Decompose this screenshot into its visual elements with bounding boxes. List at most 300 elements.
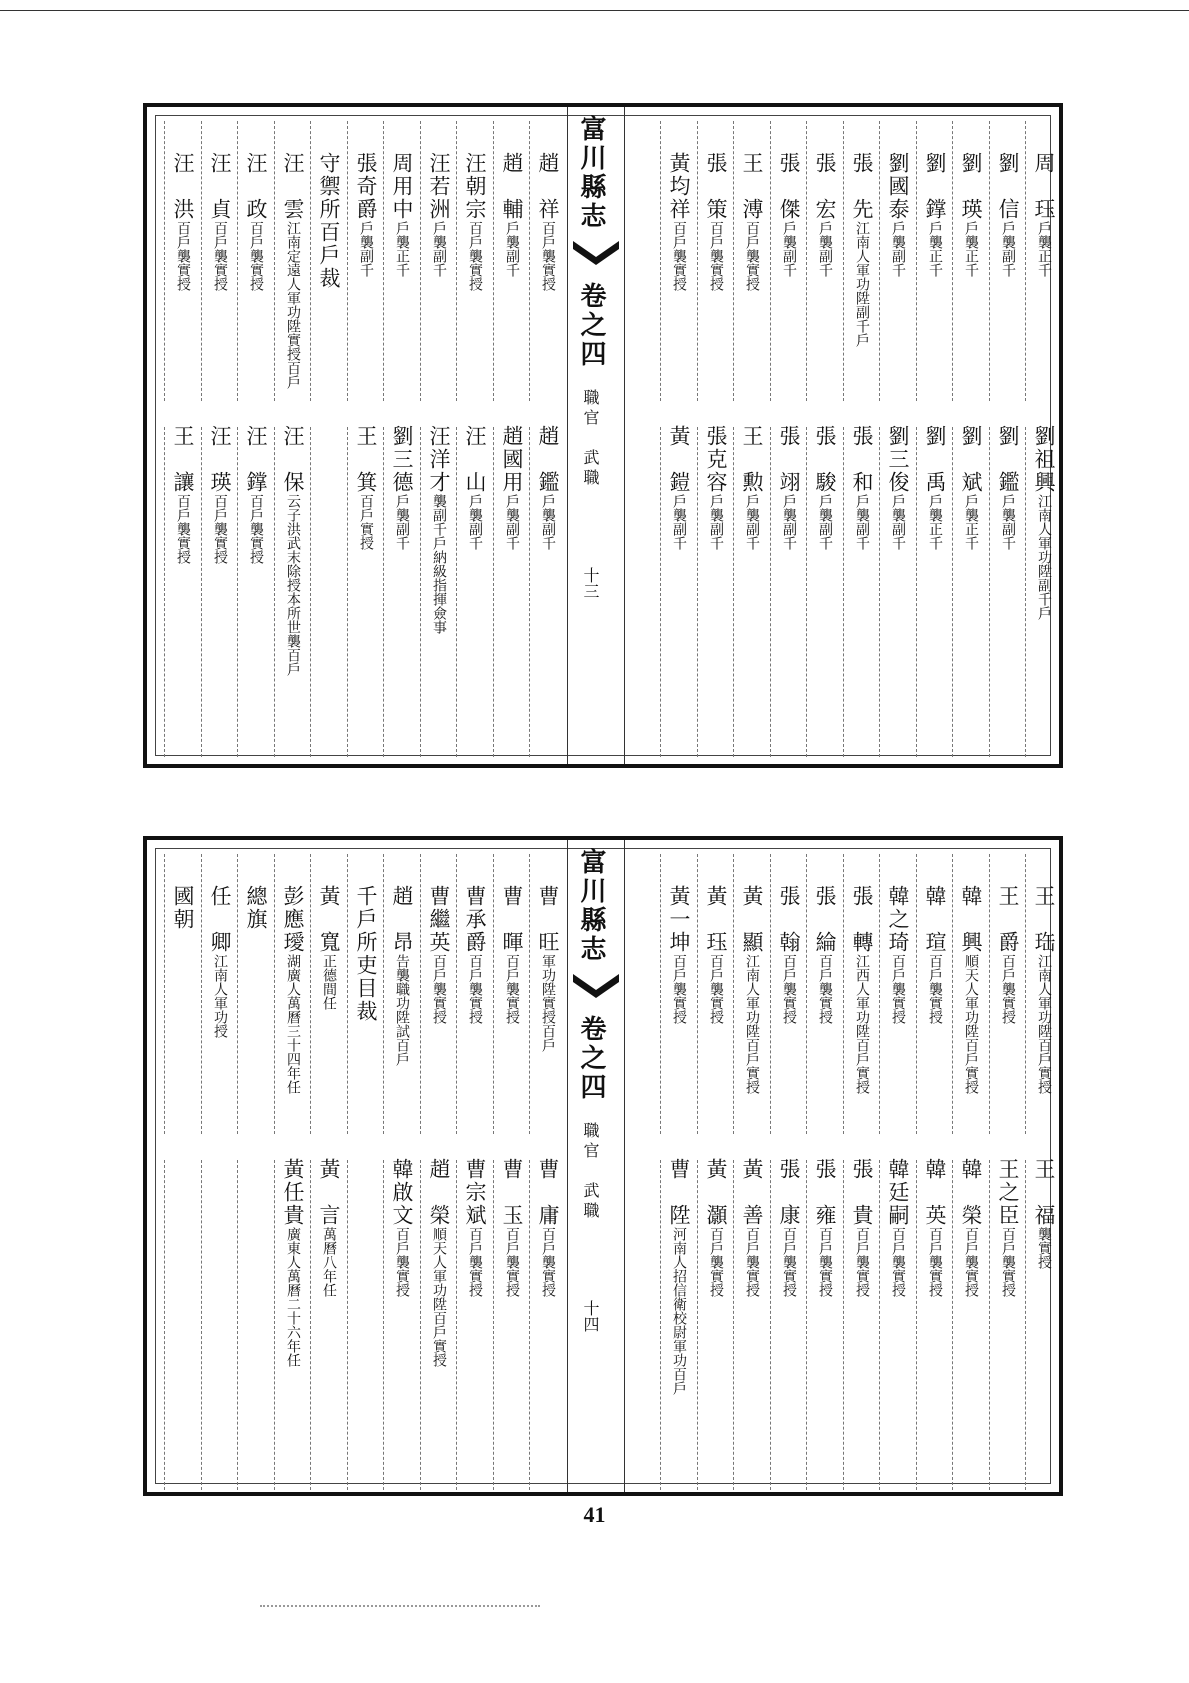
entry-upper xyxy=(278,152,308,389)
entry-lower xyxy=(920,1158,950,1297)
entry-upper xyxy=(241,885,271,931)
column-rule xyxy=(237,854,238,1134)
entry-lower xyxy=(847,425,877,550)
column-rule xyxy=(770,854,771,1134)
entry-upper xyxy=(387,152,417,277)
entry-note: 百戶襲實授 xyxy=(1000,1227,1016,1297)
entry-name: 汪 山 xyxy=(463,425,487,494)
entry-name: 曹 旺 xyxy=(536,885,560,954)
entry-note: 戶襲正千 xyxy=(963,221,979,277)
entry-note: 百戶襲實授 xyxy=(467,221,483,291)
entry-name: 汪朝宗 xyxy=(463,152,487,221)
entry-note: 戶襲副千 xyxy=(817,494,833,550)
column-rule xyxy=(1025,121,1026,401)
entry-name: 張 康 xyxy=(777,1158,801,1227)
entry-name: 汪 保 xyxy=(281,425,305,494)
entry-note: 順天人軍功陞百戶實授 xyxy=(963,954,979,1094)
entry-name: 汪 貞 xyxy=(208,152,232,221)
entry-name: 劉祖興 xyxy=(1032,425,1056,494)
column-rule xyxy=(916,427,917,757)
entry-note: 戶襲正千 xyxy=(394,221,410,277)
entry-lower xyxy=(993,425,1023,550)
entry-note: 軍功陞實授百戶 xyxy=(540,954,556,1052)
entry-name: 汪 雲 xyxy=(281,152,305,221)
column-rule xyxy=(697,121,698,401)
entry-name: 守禦所百戶裁 xyxy=(317,152,341,290)
entry-name: 張奇爵 xyxy=(354,152,378,221)
entry-upper xyxy=(314,152,344,290)
entry-name: 韓 興 xyxy=(959,885,983,954)
entry-name: 王 福 xyxy=(1032,1158,1056,1227)
entry-note: 廣東人萬曆二十六年任 xyxy=(285,1227,301,1367)
entry-lower xyxy=(664,1158,694,1395)
entry-lower xyxy=(883,1158,913,1297)
column-rule xyxy=(916,1160,917,1490)
column-rule xyxy=(420,1160,421,1490)
entry-name: 張 傑 xyxy=(777,152,801,221)
entry-lower xyxy=(737,1158,767,1297)
entry-note: 百戶襲實授 xyxy=(708,1227,724,1297)
entry-note: 百戶襲實授 xyxy=(467,1227,483,1297)
entry-note: 戶襲副千 xyxy=(817,221,833,277)
column-rule xyxy=(529,427,530,757)
entry-name: 劉 鐣 xyxy=(923,152,947,221)
column-rule xyxy=(843,854,844,1134)
entry-name: 汪 政 xyxy=(244,152,268,221)
column-rule xyxy=(770,1160,771,1490)
entry-note: 戶襲副千 xyxy=(781,494,797,550)
column-rule xyxy=(660,427,661,757)
column-rule xyxy=(660,1160,661,1490)
column-rule xyxy=(989,121,990,401)
entry-name: 千戶所吏目裁 xyxy=(354,885,378,1023)
column-rule xyxy=(806,1160,807,1490)
entry-note: 百戶襲實授 xyxy=(744,1227,760,1297)
column-rule xyxy=(456,427,457,757)
entry-name: 黃 珏 xyxy=(704,885,728,954)
column-rule xyxy=(660,854,661,1134)
entry-lower xyxy=(497,425,527,550)
entry-note: 百戶襲實授 xyxy=(854,1227,870,1297)
entry-upper xyxy=(241,152,271,291)
entry-note: 百戶襲實授 xyxy=(708,221,724,291)
column-rule xyxy=(697,427,698,757)
entry-note: 百戶襲實授 xyxy=(963,1227,979,1297)
entry-name: 周 珏 xyxy=(1032,152,1056,221)
column-rule xyxy=(274,854,275,1134)
book-title: 富川縣志 xyxy=(576,848,606,964)
scan-smudge xyxy=(260,1605,540,1610)
entry-upper xyxy=(168,152,198,291)
column-rule xyxy=(843,121,844,401)
entry-note: 襲副千戶納級指揮僉事 xyxy=(431,494,447,634)
entry-lower xyxy=(533,425,563,550)
column-rule xyxy=(843,427,844,757)
entry-note: 戶襲副千 xyxy=(540,494,556,550)
entry-upper xyxy=(993,885,1023,1024)
column-rule xyxy=(660,121,661,401)
entry-note: 順天人軍功陞百戶實授 xyxy=(431,1227,447,1367)
column-rule xyxy=(310,1160,311,1490)
entry-note: 百戶襲實授 xyxy=(212,494,228,564)
entry-name: 曹繼英 xyxy=(427,885,451,954)
entry-name: 汪 洪 xyxy=(171,152,195,221)
column-rule xyxy=(347,854,348,1134)
entry-note: 百戶襲實授 xyxy=(744,221,760,291)
entry-name: 劉 鑑 xyxy=(996,425,1020,494)
column-rule xyxy=(493,854,494,1134)
entry-name: 周用中 xyxy=(390,152,414,221)
column-rule xyxy=(952,854,953,1134)
entry-note: 戶襲正千 xyxy=(927,494,943,550)
entry-name: 曹 暉 xyxy=(500,885,524,954)
entry-name: 黃均祥 xyxy=(667,152,691,221)
entry-lower xyxy=(424,425,454,634)
entry-note: 戶襲副千 xyxy=(890,494,906,550)
column-rule xyxy=(201,427,202,757)
entry-upper xyxy=(774,885,804,1024)
entry-note: 戶襲副千 xyxy=(854,494,870,550)
entry-lower xyxy=(460,425,490,550)
entry-name: 韓啟文 xyxy=(390,1158,414,1227)
column-rule xyxy=(1025,854,1026,1134)
entry-name: 趙 鑑 xyxy=(536,425,560,494)
entry-name: 曹 玉 xyxy=(500,1158,524,1227)
entry-upper xyxy=(956,885,986,1094)
entry-name: 趙 榮 xyxy=(427,1158,451,1227)
column-rule xyxy=(310,121,311,401)
entry-upper xyxy=(920,152,950,277)
entry-note: 戶襲副千 xyxy=(1000,221,1016,277)
entry-upper xyxy=(1029,885,1059,1094)
entry-lower xyxy=(241,425,271,564)
entry-lower xyxy=(810,425,840,550)
column-rule xyxy=(274,427,275,757)
entry-note: 百戶襲實授 xyxy=(540,1227,556,1297)
entry-name: 汪洋才 xyxy=(427,425,451,494)
entry-lower xyxy=(278,425,308,676)
entry-lower xyxy=(460,1158,490,1297)
entry-name: 張 貴 xyxy=(850,1158,874,1227)
entry-name: 任 卿 xyxy=(208,885,232,954)
spine-rule-left xyxy=(567,840,568,1492)
entry-note: 百戶襲實授 xyxy=(504,1227,520,1297)
entry-lower xyxy=(278,1158,308,1367)
column-rule xyxy=(952,427,953,757)
entry-note: 百戶襲實授 xyxy=(504,954,520,1024)
entry-upper xyxy=(664,885,694,1024)
entry-note: 百戶襲實授 xyxy=(671,221,687,291)
column-rule xyxy=(347,1160,348,1490)
entry-name: 曹 陞 xyxy=(667,1158,691,1227)
entry-name: 張 宏 xyxy=(813,152,837,221)
column-rule xyxy=(237,427,238,757)
entry-upper xyxy=(278,885,308,1094)
entry-upper xyxy=(883,152,913,277)
entry-note: 百戶襲實授 xyxy=(781,1227,797,1297)
entry-note: 告襲職功陞試百戶 xyxy=(394,954,410,1066)
leaf-number: 十三 xyxy=(581,567,600,599)
entry-note: 百戶襲實授 xyxy=(890,1227,906,1297)
entry-note: 江南人軍功陞副千戶 xyxy=(854,221,870,347)
column-rule xyxy=(843,1160,844,1490)
entry-note: 戶襲副千 xyxy=(744,494,760,550)
entry-name: 張 雍 xyxy=(813,1158,837,1227)
entry-note: 百戶襲實授 xyxy=(431,954,447,1024)
column-rule xyxy=(806,427,807,757)
entry-upper xyxy=(847,885,877,1094)
entry-name: 張 策 xyxy=(704,152,728,221)
entry-note: 戶襲正千 xyxy=(1036,221,1052,277)
entry-name: 韓之琦 xyxy=(886,885,910,954)
entry-upper xyxy=(810,885,840,1024)
entry-note: 戶襲副千 xyxy=(1000,494,1016,550)
column-rule xyxy=(164,854,165,1134)
entry-name: 曹 庸 xyxy=(536,1158,560,1227)
entry-upper xyxy=(737,152,767,291)
column-rule xyxy=(879,1160,880,1490)
entry-note: 萬曆八年任 xyxy=(321,1227,337,1297)
column-rule xyxy=(383,121,384,401)
entry-upper xyxy=(168,885,198,931)
column-rule xyxy=(347,427,348,757)
column-rule xyxy=(806,121,807,401)
entry-name: 趙國用 xyxy=(500,425,524,494)
column-rule xyxy=(1025,427,1026,757)
entry-note: 正德間任 xyxy=(321,954,337,1010)
column-rule xyxy=(420,427,421,757)
entry-upper xyxy=(810,152,840,277)
entry-upper xyxy=(497,152,527,277)
entry-name: 黃任貴 xyxy=(281,1158,305,1227)
entry-lower xyxy=(387,1158,417,1297)
entry-note: 江南人軍功陞百戶實授 xyxy=(744,954,760,1094)
entry-note: 百戶襲實授 xyxy=(175,494,191,564)
column-rule xyxy=(733,1160,734,1490)
entry-name: 總旗 xyxy=(244,885,268,931)
column-rule xyxy=(879,854,880,1134)
entry-upper xyxy=(993,152,1023,277)
column-rule xyxy=(201,1160,202,1490)
entry-lower xyxy=(774,1158,804,1297)
leaf-number: 十四 xyxy=(581,1300,600,1332)
entry-upper xyxy=(424,885,454,1024)
column-rule xyxy=(347,121,348,401)
entry-note: 百戶襲實授 xyxy=(540,221,556,291)
entry-note: 百戶襲實授 xyxy=(212,221,228,291)
column-rule xyxy=(420,854,421,1134)
column-rule xyxy=(310,854,311,1134)
entry-name: 汪 鐣 xyxy=(244,425,268,494)
column-rule xyxy=(806,854,807,1134)
entry-upper xyxy=(424,152,454,277)
entry-name: 黃 灝 xyxy=(704,1158,728,1227)
entry-name: 劉三德 xyxy=(390,425,414,494)
entry-lower xyxy=(664,425,694,550)
entry-name: 汪 瑛 xyxy=(208,425,232,494)
entry-lower xyxy=(956,1158,986,1297)
entry-name: 趙 昂 xyxy=(390,885,414,954)
entry-name: 黃 善 xyxy=(740,1158,764,1227)
entry-lower xyxy=(351,425,381,550)
entry-name: 張 先 xyxy=(850,152,874,221)
book-title: 富川縣志 xyxy=(576,115,606,231)
entry-name: 張 駿 xyxy=(813,425,837,494)
entry-name: 國朝 xyxy=(171,885,195,931)
entry-note: 戶襲副千 xyxy=(504,221,520,277)
entry-name: 黃 鎧 xyxy=(667,425,691,494)
column-rule xyxy=(493,427,494,757)
column-rule xyxy=(989,427,990,757)
column-rule xyxy=(456,1160,457,1490)
entry-name: 張 翰 xyxy=(777,885,801,954)
entry-note: 戶襲副千 xyxy=(890,221,906,277)
entry-upper xyxy=(387,885,417,1066)
column-rule xyxy=(879,427,880,757)
entry-note: 戶襲副千 xyxy=(671,494,687,550)
column-rule xyxy=(456,854,457,1134)
top-rule xyxy=(0,10,1189,11)
entry-lower xyxy=(314,1158,344,1297)
page-number: 41 xyxy=(583,1502,606,1527)
entry-note: 河南人招信衛校尉軍功百戶 xyxy=(671,1227,687,1395)
section-label: 職官 武職 xyxy=(581,389,600,489)
entry-note: 戶襲副千 xyxy=(358,221,374,277)
column-rule xyxy=(989,854,990,1134)
entry-upper xyxy=(701,152,731,291)
entry-note: 戶襲副千 xyxy=(504,494,520,550)
entry-note: 戶襲副千 xyxy=(708,494,724,550)
entry-name: 黃 寬 xyxy=(317,885,341,954)
column-rule xyxy=(916,854,917,1134)
entry-name: 汪若洲 xyxy=(427,152,451,221)
column-rule xyxy=(733,427,734,757)
entry-name: 劉三俊 xyxy=(886,425,910,494)
column-rule xyxy=(770,427,771,757)
column-rule xyxy=(237,1160,238,1490)
column-rule xyxy=(420,121,421,401)
entry-note: 百戶襲實授 xyxy=(708,954,724,1024)
entry-name: 王 勲 xyxy=(740,425,764,494)
column-rule xyxy=(201,854,202,1134)
entry-upper xyxy=(883,885,913,1024)
column-rule xyxy=(164,1160,165,1490)
entry-upper xyxy=(460,152,490,291)
entry-upper xyxy=(497,885,527,1024)
entry-upper xyxy=(205,152,235,291)
column-rule xyxy=(529,121,530,401)
entry-note: 戶襲副千 xyxy=(394,494,410,550)
entry-name: 劉 瑛 xyxy=(959,152,983,221)
scan-page-upper xyxy=(143,103,1063,768)
entry-upper xyxy=(205,885,235,1038)
entry-note: 百戶襲實授 xyxy=(890,954,906,1024)
entry-lower xyxy=(993,1158,1023,1297)
entry-upper xyxy=(460,885,490,1024)
entry-name: 劉 斌 xyxy=(959,425,983,494)
column-rule xyxy=(274,121,275,401)
column-rule xyxy=(879,121,880,401)
entry-lower xyxy=(387,425,417,550)
entry-note: 戶襲副千 xyxy=(431,221,447,277)
entry-name: 黃 言 xyxy=(317,1158,341,1227)
entry-lower xyxy=(883,425,913,550)
entry-note: 百戶襲實授 xyxy=(817,1227,833,1297)
entry-upper xyxy=(351,152,381,277)
entry-name: 王之臣 xyxy=(996,1158,1020,1227)
column-rule xyxy=(164,427,165,757)
entry-name: 張克容 xyxy=(704,425,728,494)
entry-lower xyxy=(774,425,804,550)
entry-note: 百戶襲實授 xyxy=(671,954,687,1024)
entry-note: 百戶襲實授 xyxy=(175,221,191,291)
entry-name: 曹承爵 xyxy=(463,885,487,954)
entry-lower xyxy=(168,425,198,564)
column-rule xyxy=(1025,1160,1026,1490)
column-rule xyxy=(164,121,165,401)
entry-note: 湖廣人萬曆三十四年任 xyxy=(285,954,301,1094)
center-spine xyxy=(567,107,625,764)
entry-name: 趙 輔 xyxy=(500,152,524,221)
entry-upper xyxy=(533,152,563,291)
entry-note: 戶襲正千 xyxy=(963,494,979,550)
column-rule xyxy=(456,121,457,401)
spine-rule-right xyxy=(624,840,625,1492)
entry-name: 劉國泰 xyxy=(886,152,910,221)
column-rule xyxy=(493,1160,494,1490)
column-rule xyxy=(383,1160,384,1490)
entry-note: 百戶襲實授 xyxy=(248,494,264,564)
entry-upper xyxy=(1029,152,1059,277)
column-rule xyxy=(310,427,311,757)
section-label: 職官 武職 xyxy=(581,1122,600,1222)
entry-name: 張 翊 xyxy=(777,425,801,494)
entry-note: 江南人軍功授 xyxy=(212,954,228,1038)
entry-note: 百戶襲實授 xyxy=(817,954,833,1024)
entry-lower xyxy=(701,425,731,550)
entry-note: 江南人軍功陞副千戶 xyxy=(1036,494,1052,620)
spine-rule-left xyxy=(567,107,568,764)
entry-lower xyxy=(920,425,950,550)
column-rule xyxy=(770,121,771,401)
column-rule xyxy=(952,1160,953,1490)
entry-lower xyxy=(424,1158,454,1367)
entry-upper xyxy=(351,885,381,1023)
entry-upper xyxy=(701,885,731,1024)
entry-note: 百戶襲實授 xyxy=(1000,954,1016,1024)
column-rule xyxy=(383,427,384,757)
entry-note: 百戶襲實授 xyxy=(927,954,943,1024)
entry-note: 百戶襲實授 xyxy=(781,954,797,1024)
column-rule xyxy=(916,121,917,401)
column-rule xyxy=(274,1160,275,1490)
entry-name: 黃 顯 xyxy=(740,885,764,954)
entry-name: 劉 信 xyxy=(996,152,1020,221)
entry-lower xyxy=(205,425,235,564)
entry-note: 云子洪武末除授本所世襲百戶 xyxy=(285,494,301,676)
entry-note: 百戶襲實授 xyxy=(927,1227,943,1297)
entry-name: 韓廷嗣 xyxy=(886,1158,910,1227)
entry-note: 百戶實授 xyxy=(358,494,374,550)
entry-name: 曹宗斌 xyxy=(463,1158,487,1227)
entry-note: 百戶襲實授 xyxy=(248,221,264,291)
entry-upper xyxy=(314,885,344,1010)
volume-label: 卷之四 xyxy=(576,1015,606,1102)
entry-name: 王 爵 xyxy=(996,885,1020,954)
entry-name: 王 讓 xyxy=(171,425,195,494)
column-rule xyxy=(493,121,494,401)
column-rule xyxy=(989,1160,990,1490)
